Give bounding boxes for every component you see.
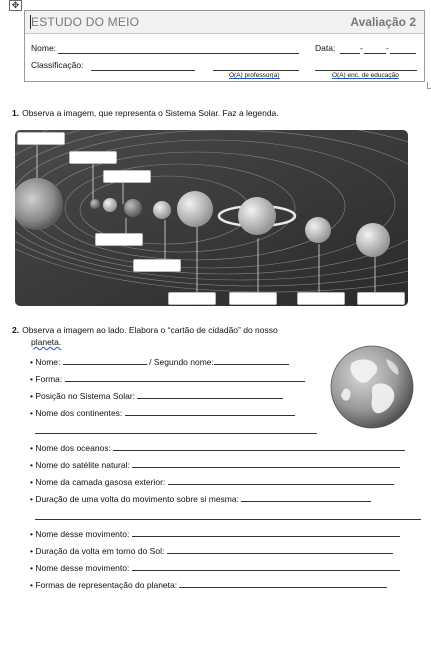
planet-uranus	[305, 217, 331, 243]
legend-box-sun[interactable]	[17, 132, 65, 145]
assessment-title: Avaliação 2	[350, 15, 416, 29]
planet-saturn	[238, 197, 276, 235]
field-atmosphere-line[interactable]	[168, 475, 394, 485]
date-label: Data:	[315, 43, 336, 53]
question-1	[12, 108, 279, 118]
question-text: Observa a imagem, que representa o Sistema Solar. Faz a legenda.	[22, 108, 279, 118]
name-label: Nome:	[31, 43, 57, 53]
field-oceans-line[interactable]	[113, 441, 405, 451]
legend-box-earth[interactable]	[95, 233, 143, 246]
planet-mars	[153, 201, 171, 219]
earth-globe-image	[330, 345, 414, 429]
field-rotation-name: • Nome desse movimento:	[30, 527, 400, 539]
date-separator: -	[386, 43, 389, 53]
name-field-line[interactable]	[58, 53, 299, 54]
teacher-signature-label: O(A) professor(a)	[229, 72, 280, 79]
field-name-line[interactable]	[63, 355, 147, 365]
planet-jupiter	[177, 191, 213, 227]
table-move-handle-icon[interactable]: ✥	[9, 0, 22, 11]
field-continents-line[interactable]	[125, 406, 295, 416]
field-name: • Nome: / Segundo nome:	[30, 355, 289, 367]
question-2-line-2	[31, 337, 61, 347]
grade-label: Classificação:	[31, 60, 84, 70]
solar-system-image	[15, 130, 408, 306]
field-rotation-duration-line[interactable]	[241, 492, 371, 502]
field-atmosphere: • Nome da camada gasosa exterior:	[30, 475, 394, 487]
field-rotation-duration-line-2[interactable]	[35, 519, 421, 520]
header-title-row	[25, 11, 424, 34]
field-position: • Posição no Sistema Solar:	[30, 389, 283, 401]
grade-field-line[interactable]	[91, 70, 195, 71]
field-revolution-duration: • Duração da volta em torno do Sol:	[30, 544, 393, 556]
legend-box-neptune[interactable]	[357, 292, 405, 305]
subject-title: ESTUDO DO MEIO	[31, 15, 140, 29]
field-revolution-name-line[interactable]	[132, 561, 400, 571]
planet-mercury	[90, 199, 100, 209]
field-rotation-duration: • Duração de uma volta do movimento sobre si mesma:	[30, 492, 371, 504]
planet-venus	[103, 198, 117, 212]
planet-neptune	[356, 223, 390, 257]
field-second-name-line[interactable]	[214, 355, 289, 365]
field-revolution-duration-line[interactable]	[167, 544, 393, 554]
legend-box-saturn[interactable]	[229, 292, 277, 305]
field-oceans: • Nome dos oceanos:	[30, 441, 405, 453]
header-table	[24, 10, 425, 82]
date-day-line[interactable]	[340, 53, 360, 54]
field-representations-line[interactable]	[179, 578, 387, 588]
field-representations: • Formas de representação do planeta:	[30, 578, 387, 590]
legend-box-uranus[interactable]	[297, 292, 345, 305]
field-revolution-name: • Nome desse movimento:	[30, 561, 400, 573]
date-separator: -	[360, 43, 363, 53]
question-2	[12, 325, 278, 335]
field-shape-line[interactable]	[65, 372, 305, 382]
legend-box-jupiter[interactable]	[168, 292, 216, 305]
field-rotation-name-line[interactable]	[132, 527, 400, 537]
question-text-line-1: Observa a imagem ao lado. Elabora o “cartão de cidadão” do nosso	[22, 325, 278, 335]
question-number: 2.	[12, 325, 20, 335]
planet-earth	[124, 199, 142, 217]
field-continents: • Nome dos continentes:	[30, 406, 295, 418]
field-position-line[interactable]	[137, 389, 283, 399]
field-continents-line-2[interactable]	[35, 433, 317, 434]
question-text-line-2: planeta.	[31, 337, 62, 347]
date-month-line[interactable]	[364, 53, 386, 54]
field-satellite: • Nome do satélite natural:	[30, 458, 400, 470]
page-corner-mark	[427, 82, 431, 89]
date-year-line[interactable]	[390, 53, 416, 54]
field-shape: • Forma:	[30, 372, 305, 384]
legend-box-venus[interactable]	[103, 170, 151, 183]
legend-box-mercury[interactable]	[69, 151, 117, 164]
teacher-signature-line[interactable]	[213, 70, 299, 71]
field-satellite-line[interactable]	[132, 458, 400, 468]
guardian-signature-line[interactable]	[315, 70, 417, 71]
question-number: 1.	[12, 108, 20, 118]
legend-box-mars[interactable]	[133, 259, 181, 272]
guardian-signature-label: O(A) enc. de educação	[332, 72, 399, 79]
